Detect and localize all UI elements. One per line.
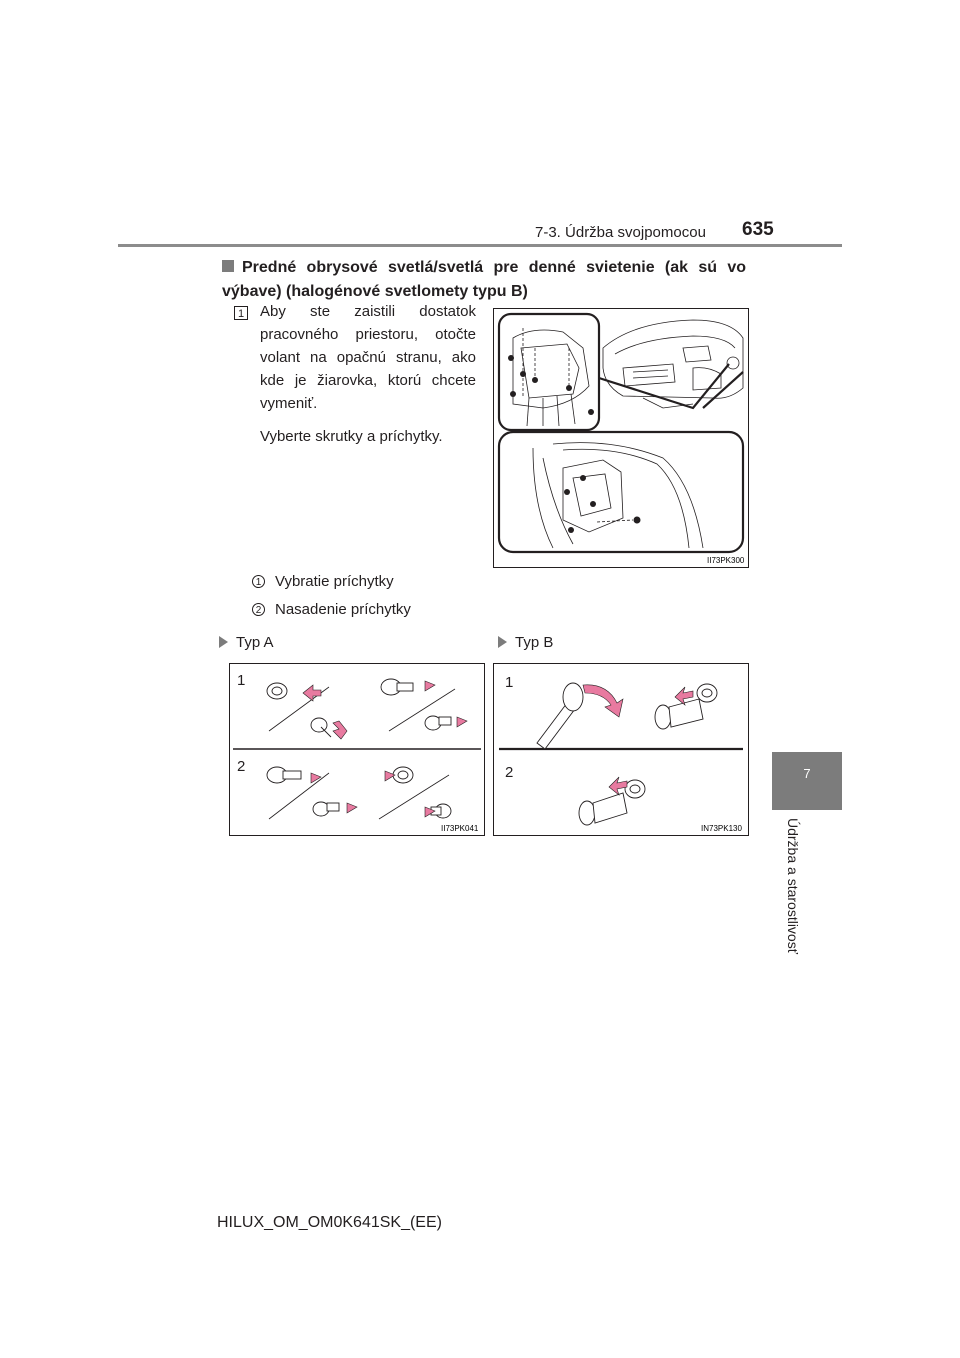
legend-number-2: 2 [252,603,265,616]
type-b-clip-illustration [493,663,749,836]
step-paragraph-1: Aby ste zaistili dostatok pracovného priestoru, otočte volant na opačnú stranu, ako kde je žiarovka, ktorú chcete vymeniť. [260,303,476,412]
triangle-bullet-icon [219,636,228,648]
step-text [260,300,476,458]
legend-text-1: Vybratie príchytky [275,573,394,590]
legend-text-2: Nasadenie príchytky [275,601,411,618]
type-b-code: IN73PK130 [701,824,742,833]
legend-item-1 [252,573,394,590]
type-a-label [219,634,274,651]
type-b-step-2: 2 [505,764,514,781]
square-bullet-icon [222,260,234,272]
section-heading-text: Predné obrysové svetlá/svetlá pre denné svietenie (ak sú vo výbave) (halogénové svetlomety typu B) [222,259,746,300]
section-heading [222,256,746,304]
chapter-title: Údržba a starostlivosť [785,818,801,954]
legend-number-1: 1 [252,575,265,588]
legend-item-2 [252,601,411,618]
type-a-code: II73PK041 [441,824,479,833]
headlight-clip-illustration [493,308,749,568]
header-divider [118,244,842,247]
type-a-label-text: Typ A [236,634,274,651]
chapter-number: 7 [803,766,811,781]
type-a-clip-illustration [229,663,485,836]
type-b-label-text: Typ B [515,634,554,651]
figure-code: II73PK300 [707,556,745,565]
triangle-bullet-icon [498,636,507,648]
type-b-step-1: 1 [505,674,514,691]
footer-document-id: HILUX_OM_OM0K641SK_(EE) [217,1214,442,1231]
type-a-step-1: 1 [237,672,246,689]
type-a-step-2: 2 [237,758,246,775]
page-number: 635 [742,219,774,240]
chapter-tab [772,752,842,810]
header-section-title: 7-3. Údržba svojpomocou [535,224,706,241]
step-paragraph-2: Vyberte skrutky a príchytky. [260,428,443,445]
step-number-badge: 1 [234,306,248,320]
type-b-label [498,634,553,651]
